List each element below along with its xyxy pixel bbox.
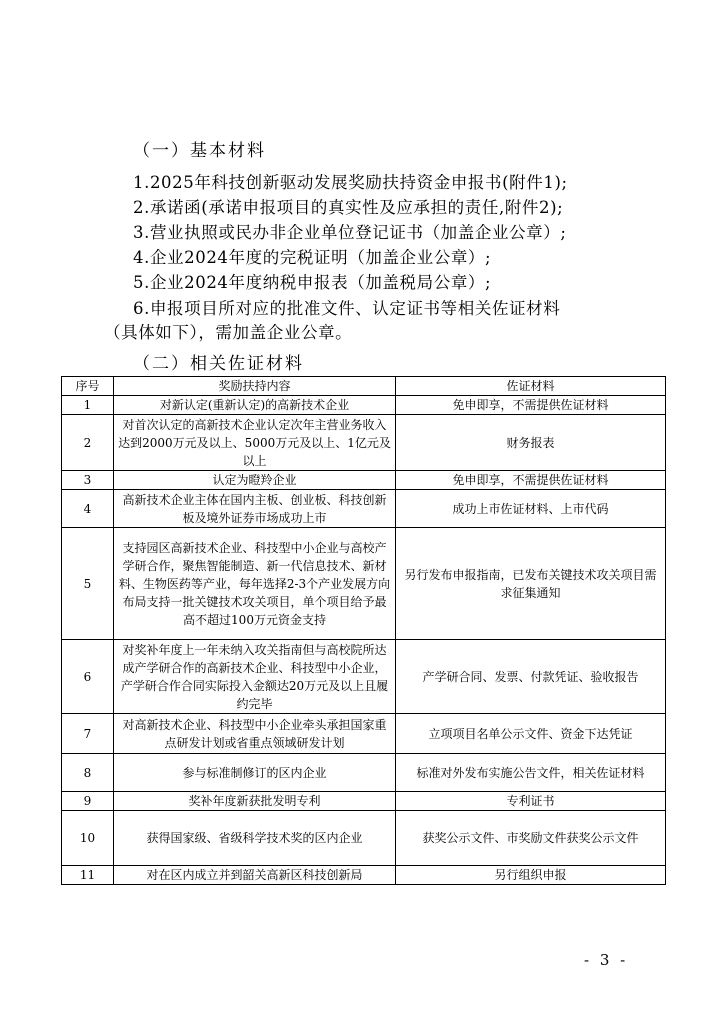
row-content: 对高新技术企业、科技型中小企业牵头承担国家重点研发计划或省重点领域研发计划 [114, 714, 396, 754]
row-evidence: 产学研合同、发票、付款凭证、验收报告 [396, 640, 666, 714]
basic-material-item-2: 2.承诺函(承诺申报项目的真实性及应承担的责任,附件2); [133, 198, 564, 217]
row-content: 奖补年度新获批发明专利 [114, 792, 396, 811]
row-number: 7 [62, 714, 114, 754]
row-number: 3 [62, 471, 114, 490]
row-number: 6 [62, 640, 114, 714]
row-content: 对新认定(重新认定)的高新技术企业 [114, 396, 396, 415]
row-evidence: 免申即享，不需提供佐证材料 [396, 396, 666, 415]
table-row [62, 811, 666, 866]
section-basic-materials-title: （一）基本材料 [133, 141, 266, 161]
row-evidence: 立项项目名单公示文件、资金下达凭证 [396, 714, 666, 754]
row-number: 8 [62, 754, 114, 792]
row-evidence: 另行发布申报指南，已发布关键技术攻关项目需求征集通知 [396, 528, 666, 640]
table-row [62, 754, 666, 792]
basic-material-item-1: 1.2025年科技创新驱动发展奖励扶持资金申报书(附件1); [133, 173, 568, 192]
row-number: 4 [62, 490, 114, 528]
table-row [62, 792, 666, 811]
table-row [62, 714, 666, 754]
row-content: 参与标准制修订的区内企业 [114, 754, 396, 792]
row-number: 5 [62, 528, 114, 640]
row-number: 9 [62, 792, 114, 811]
table-row [62, 640, 666, 714]
evidence-materials-table [61, 376, 666, 885]
row-number: 2 [62, 415, 114, 471]
table-header-row [62, 377, 666, 396]
row-evidence: 获奖公示文件、市奖励文件获奖公示文件 [396, 811, 666, 866]
row-content: 支持园区高新技术企业、科技型中小企业与高校产学研合作，聚焦智能制造、新一代信息技术、新材料、生物医药等产业，每年选择2-3个产业发展方向布局支持一批关键技术攻关项目，单个项目给予最高不超过100万元资金支持 [114, 528, 396, 640]
section-evidence-materials-title: （二）相关佐证材料 [133, 354, 304, 374]
row-content: 对奖补年度上一年未纳入攻关指南但与高校院所达成产学研合作的高新技术企业、科技型中小企业，产学研合作合同实际投入金额达20万元及以上且履约完毕 [114, 640, 396, 714]
row-evidence: 另行组织申报 [396, 866, 666, 885]
row-number: 10 [62, 811, 114, 866]
row-content: 认定为瞪羚企业 [114, 471, 396, 490]
row-number: 1 [62, 396, 114, 415]
row-evidence: 专利证书 [396, 792, 666, 811]
table-row [62, 866, 666, 885]
header-evidence: 佐证材料 [396, 377, 666, 396]
basic-material-item-3: 3.营业执照或民办非企业单位登记证书（加盖企业公章）; [133, 223, 567, 242]
row-evidence: 成功上市佐证材料、上市代码 [396, 490, 666, 528]
row-evidence: 免申即享，不需提供佐证材料 [396, 471, 666, 490]
row-evidence: 标准对外发布实施公告文件，相关佐证材料 [396, 754, 666, 792]
row-evidence: 财务报表 [396, 415, 666, 471]
table-row [62, 528, 666, 640]
basic-material-item-5: 5.企业2024年度纳税申报表（加盖税局公章）; [133, 273, 492, 292]
header-serial-number: 序号 [62, 377, 114, 396]
basic-material-item-6-continuation: （具体如下），需加盖企业公章。 [104, 323, 353, 342]
header-reward-content: 奖励扶持内容 [114, 377, 396, 396]
basic-material-item-4: 4.企业2024年度的完税证明（加盖企业公章）; [133, 248, 492, 267]
row-content: 获得国家级、省级科学技术奖的区内企业 [114, 811, 396, 866]
table-row [62, 471, 666, 490]
table-row [62, 396, 666, 415]
table-row [62, 490, 666, 528]
page-number: - 3 - [584, 951, 629, 969]
table-row [62, 415, 666, 471]
row-content: 对在区内成立并到韶关高新区科技创新局 [114, 866, 396, 885]
row-number: 11 [62, 866, 114, 885]
row-content: 高新技术企业主体在国内主板、创业板、科技创新板及境外证券市场成功上市 [114, 490, 396, 528]
row-content: 对首次认定的高新技术企业认定次年主营业务收入达到2000万元及以上、5000万元及以上、1亿元及以上 [114, 415, 396, 471]
basic-material-item-6: 6.申报项目所对应的批准文件、认定证书等相关佐证材料 [133, 299, 561, 318]
